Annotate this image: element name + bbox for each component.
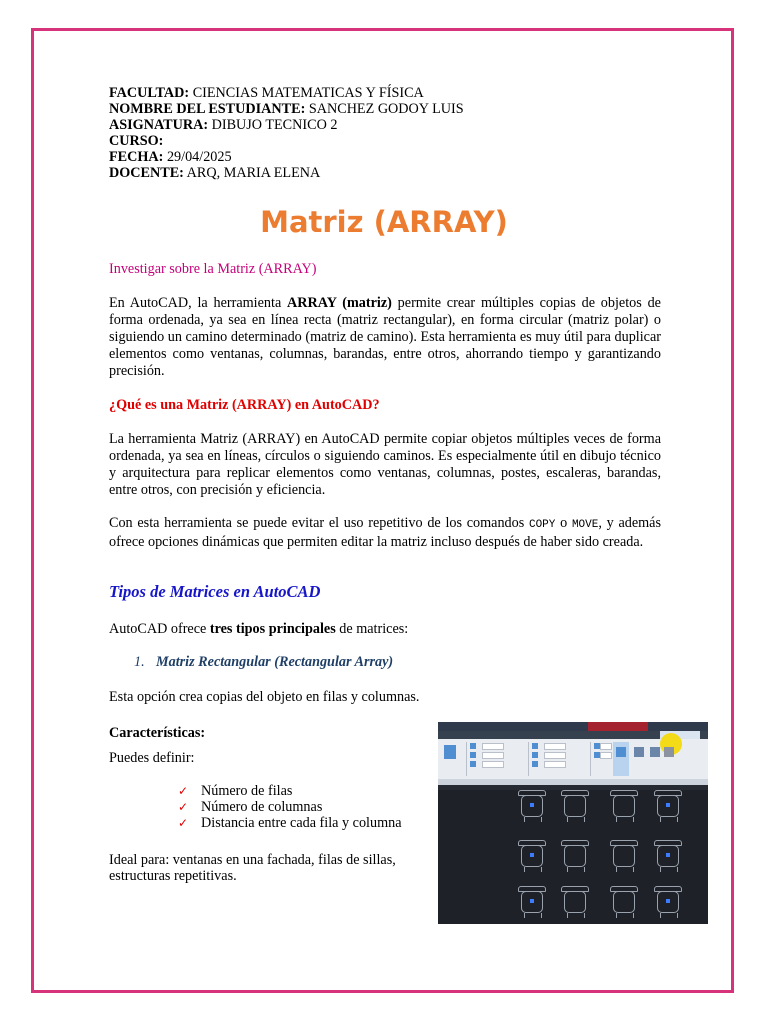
header-docente: DOCENTE: ARQ, MARIA ELENA (109, 165, 321, 181)
chair-block (610, 790, 638, 822)
commands-paragraph: Con esta herramienta se puede evitar el uso repetitivo de los comandos COPY o MOVE, y además ofrece opciones dinámicas que permiten editar la matriz incluso después de haber sido creada. (109, 515, 662, 550)
chair-block (654, 790, 682, 822)
screenshot-titlebar (438, 722, 708, 731)
can-define-label: Puedes definir: (109, 750, 195, 766)
ideal-for-paragraph: Ideal para: ventanas en una fachada, filas de sillas, estructuras repetitivas. (109, 852, 396, 884)
list-item: ✓ Distancia entre cada fila y columna (178, 815, 402, 831)
check-icon: ✓ (178, 800, 189, 814)
question-heading: ¿Qué es una Matriz (ARRAY) en AutoCAD? (109, 397, 380, 413)
chair-block (654, 840, 682, 872)
chair-block (610, 840, 638, 872)
question-paragraph: La herramienta Matriz (ARRAY) en AutoCAD permite copiar objetos múltiples veces de forma ordenada, ya sea en líneas, círculos o siguiendo caminos. Es especialmente útil en dibujo técnico y arquitectura para replicar elementos como ventanas, columnas, postes, escaleras, barandas, entre otros, con precisión y eficiencia. (109, 431, 661, 498)
chair-block (518, 886, 546, 918)
autocad-screenshot (438, 722, 708, 924)
document-title: Matriz (ARRAY) (260, 205, 508, 239)
check-icon: ✓ (178, 784, 189, 798)
list-item: ✓ Número de filas (178, 783, 293, 799)
chair-block (561, 886, 589, 918)
chair-block (518, 840, 546, 872)
header-curso: CURSO: (109, 133, 164, 149)
chair-block (654, 886, 682, 918)
characteristics-heading: Características: (109, 725, 206, 741)
check-icon: ✓ (178, 816, 189, 830)
list-item: ✓ Número de columnas (178, 799, 323, 815)
chair-block (561, 790, 589, 822)
header-asignatura: ASIGNATURA: DIBUJO TECNICO 2 (109, 117, 338, 133)
document-subtitle: Investigar sobre la Matriz (ARRAY) (109, 261, 317, 277)
header-facultad: FACULTAD: CIENCIAS MATEMATICAS Y FÍSICA (109, 85, 424, 101)
screenshot-ribbon (438, 739, 708, 785)
intro-paragraph: En AutoCAD, la herramienta ARRAY (matriz) permite crear múltiples copias de objetos de forma ordenada, ya sea en línea recta (matriz rectangular), en forma circular (matriz polar) o siguiendo un camino determinado (matriz de camino). Esta herramienta es muy útil para duplicar elementos como ventanas, columnas, barandas, entre otros, ahorrando tiempo y garantizando precisión. (109, 295, 661, 379)
type-rectangular-description: Esta opción crea copias del objeto en filas y columnas. (109, 689, 420, 705)
chair-block (518, 790, 546, 822)
features-list (178, 783, 402, 831)
types-intro: AutoCAD ofrece tres tipos principales de matrices: (109, 621, 409, 637)
header-estudiante: NOMBRE DEL ESTUDIANTE: SANCHEZ GODOY LUIS (109, 101, 464, 117)
chair-block (561, 840, 589, 872)
type-rectangular-item: 1. Matriz Rectangular (Rectangular Array) (134, 654, 394, 670)
header-fecha: FECHA: 29/04/2025 (109, 149, 232, 165)
document-header (109, 85, 669, 181)
types-heading: Tipos de Matrices en AutoCAD (109, 582, 321, 601)
chair-block (610, 886, 638, 918)
